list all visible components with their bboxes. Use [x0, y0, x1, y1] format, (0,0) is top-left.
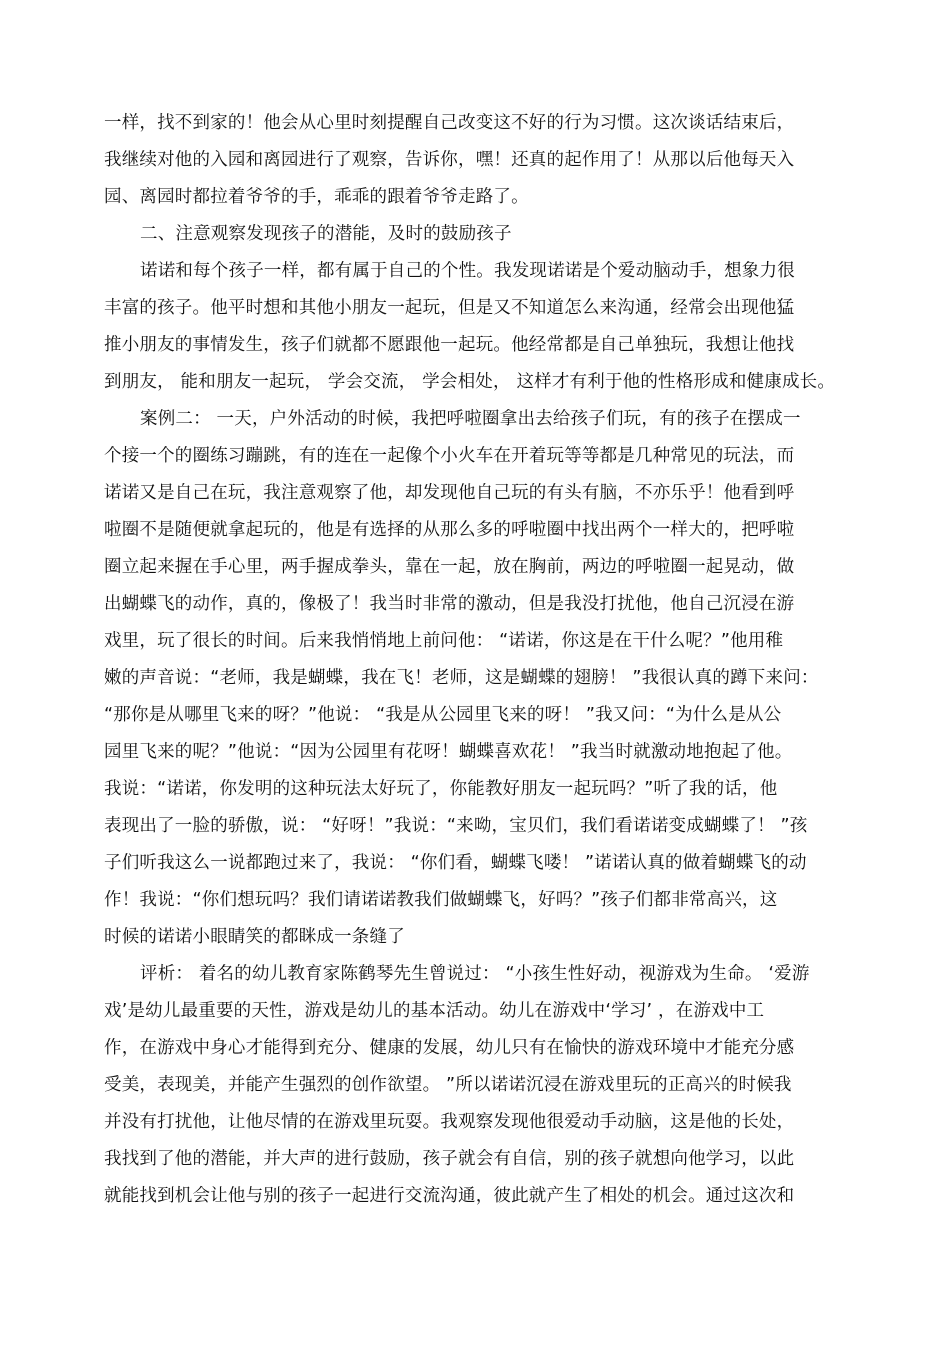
text-line: 圈立起来握在手心里，两手握成拳头，靠在一起，放在胸前，两边的呼啦圈一起晃动，做 — [104, 557, 795, 577]
text-line: 戏’是幼儿最重要的天性，游戏是幼儿的基本活动。幼儿在游戏中‘学习’ ，在游戏中工 — [104, 1001, 765, 1021]
text-line: “那你是从哪里飞来的呀？”他说： “我是从公园里飞来的呀！ ”我又问：“为什么是从公 — [104, 705, 782, 725]
text-line: 就能找到机会让他与别的孩子一起进行交流沟通，彼此就产生了相处的机会。通过这次和 — [104, 1186, 795, 1206]
text-line: 到朋友， 能和朋友一起玩， 学会交流， 学会相处， 这样才有利于他的性格形成和健康成长。 — [104, 372, 836, 392]
text-line: 我找到了他的潜能，并大声的进行鼓励，孩子就会有自信，别的孩子就想向他学习，以此 — [104, 1149, 795, 1169]
text-line: 作，在游戏中身心才能得到充分、健康的发展，幼儿只有在愉快的游戏环境中才能充分感 — [104, 1038, 795, 1058]
text-line: 时候的诺诺小眼睛笑的都眯成一条缝了 — [104, 927, 405, 947]
text-line: 戏里，玩了很长的时间。后来我悄悄地上前问他： “诺诺，你这是在干什么呢？”他用稚 — [104, 631, 784, 651]
text-line: 我继续对他的入园和离园进行了观察，告诉你，嘿！还真的起作用了！从那以后他每天入 — [104, 150, 795, 170]
text-line: 并没有打扰他，让他尽情的在游戏里玩耍。我观察发现他很爱动手动脑，这是他的长处， — [104, 1112, 795, 1132]
text-line: 作！我说：“你们想玩吗？我们请诺诺教我们做蝴蝶飞，好吗？”孩子们都非常高兴，这 — [104, 890, 778, 910]
text-line: 评析： 着名的幼儿教育家陈鹤琴先生曾说过： “小孩生性好动，视游戏为生命。 ‘爱游 — [140, 964, 810, 984]
text-line: 出蝴蝶飞的动作，真的，像极了！我当时非常的激动，但是我没打扰他，他自己沉浸在游 — [104, 594, 795, 614]
text-line: 案例二： 一天，户外活动的时候，我把呼啦圈拿出去给孩子们玩，有的孩子在摆成一 — [140, 409, 801, 429]
text-line: 推小朋友的事情发生，孩子们就都不愿跟他一起玩。他经常都是自己单独玩，我想让他找 — [104, 335, 795, 355]
text-line: 园、离园时都拉着爷爷的手，乖乖的跟着爷爷走路了。 — [104, 187, 529, 207]
text-line: 受美，表现美，并能产生强烈的创作欲望。 ”所以诺诺沉浸在游戏里玩的正高兴的时候我 — [104, 1075, 792, 1095]
text-line: 啦圈不是随便就拿起玩的，他是有选择的从那么多的呼啦圈中找出两个一样大的，把呼啦 — [104, 520, 795, 540]
text-line: 诺诺又是自己在玩，我注意观察了他，却发现他自己玩的有头有脑，不亦乐乎！他看到呼 — [104, 483, 795, 503]
text-line: 园里飞来的呢？”他说：“因为公园里有花呀！蝴蝶喜欢花！ ”我当时就激动地抱起了他。 — [104, 742, 793, 762]
text-line: 嫩的声音说：“老师，我是蝴蝶，我在飞！老师，这是蝴蝶的翅膀！ ”我很认真的蹲下来问： — [104, 668, 819, 688]
text-line: 我说：“诺诺，你发明的这种玩法太好玩了，你能教好朋友一起玩吗？”听了我的话，他 — [104, 779, 778, 799]
text-line: 子们听我这么一说都跑过来了，我说： “你们看，蝴蝶飞喽！ ”诺诺认真的做着蝴蝶飞的动 — [104, 853, 807, 873]
text-line: 个接一个的圈练习蹦跳，有的连在一起像个小火车在开着玩等等都是几种常见的玩法，而 — [104, 446, 795, 466]
text-line: 表现出了一脸的骄傲，说： “好呀！”我说：“来呦，宝贝们，我们看诺诺变成蝴蝶了！ ”孩 — [104, 816, 808, 836]
text-line: 一样，找不到家的！他会从心里时刻提醒自己改变这不好的行为习惯。这次谈话结束后， — [104, 113, 795, 133]
text-line: 诺诺和每个孩子一样，都有属于自己的个性。我发现诺诺是个爱动脑动手，想象力很 — [140, 261, 795, 281]
text-line: 丰富的孩子。他平时想和其他小朋友一起玩，但是又不知道怎么来沟通，经常会出现他猛 — [104, 298, 795, 318]
section-heading: 二、注意观察发现孩子的潜能，及时的鼓励孩子 — [140, 224, 512, 244]
